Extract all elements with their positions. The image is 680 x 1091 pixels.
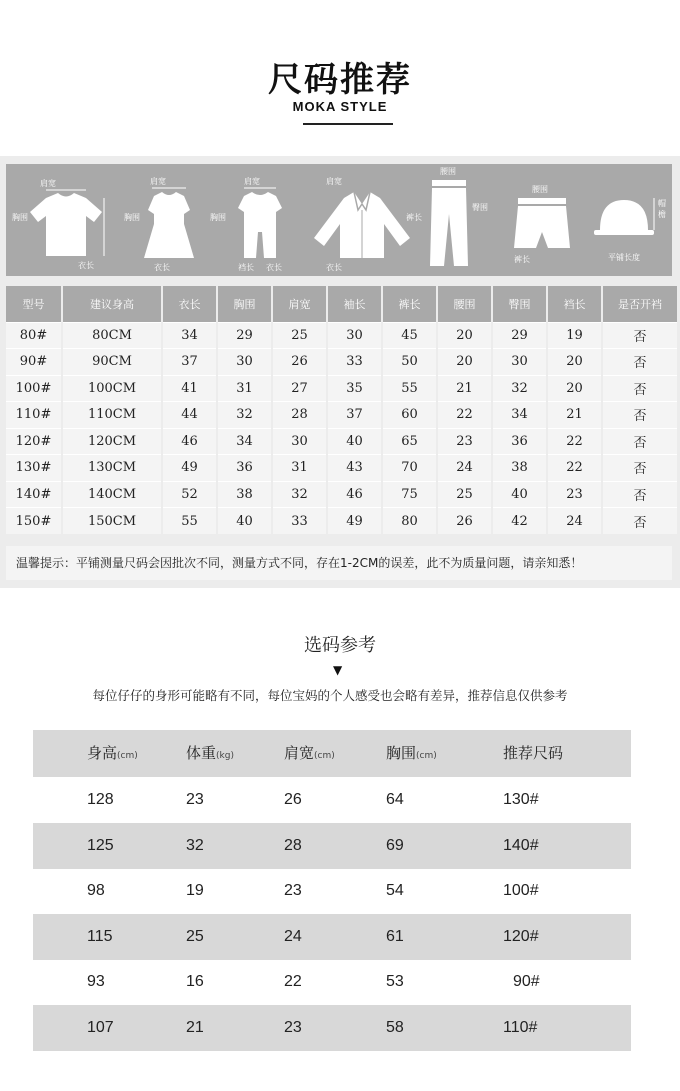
recommend-cell: 107 — [87, 1018, 114, 1036]
rec-header-shoulder: 肩宽(cm) — [284, 744, 335, 762]
pants-diagram — [406, 166, 486, 272]
size-cell: 100# — [6, 375, 62, 402]
recommend-cell: 125 — [87, 836, 114, 854]
rec-header-chest: 胸围(cm) — [386, 744, 437, 762]
size-cell: 100CM — [62, 375, 162, 402]
page-title: 尺码推荐 — [268, 60, 412, 100]
size-cell: 55 — [162, 508, 217, 535]
size-cell: 32 — [272, 481, 327, 508]
down-arrow-icon: ▼ — [333, 663, 343, 677]
label-shoulder: 肩宽 — [40, 179, 56, 188]
size-cell: 90# — [6, 349, 62, 376]
size-cell: 80CM — [62, 322, 162, 349]
size-table-header — [6, 286, 677, 322]
recommend-cell: 98 — [87, 882, 105, 899]
size-cell: 40 — [492, 481, 547, 508]
recommend-cell: 130# — [503, 791, 539, 808]
header-crotch: 裆长 — [547, 286, 602, 322]
size-cell: 60 — [382, 402, 437, 429]
recommend-cell: 115 — [87, 927, 113, 945]
size-cell: 37 — [327, 402, 382, 429]
size-cell: 32 — [217, 402, 272, 429]
size-cell: 30 — [492, 349, 547, 376]
size-cell: 22 — [547, 428, 602, 455]
size-table-row — [6, 455, 677, 482]
size-cell: 否 — [602, 481, 677, 508]
size-cell: 55 — [382, 375, 437, 402]
recommend-cell: 21 — [186, 1018, 204, 1036]
size-cell: 35 — [327, 375, 382, 402]
size-cell: 36 — [217, 455, 272, 482]
recommend-cell: 120# — [503, 927, 539, 945]
size-table-row — [6, 322, 677, 349]
romper-diagram — [210, 176, 306, 272]
recommend-cell: 54 — [386, 882, 404, 899]
size-table-row — [6, 402, 677, 429]
header-open-crotch: 是否开裆 — [602, 286, 677, 322]
size-cell: 20 — [437, 349, 492, 376]
size-cell: 43 — [327, 455, 382, 482]
header-shoulder: 肩宽 — [272, 286, 327, 322]
label-waist: 腰围 — [532, 185, 548, 194]
measurement-tip: 温馨提示：平铺测量尺码会因批次不同，测量方式不同，存在1-2CM的误差，此不为质量问题，请亲知悉！ — [6, 546, 672, 580]
recommend-cell: 64 — [386, 791, 404, 808]
recommend-cell: 69 — [386, 836, 404, 854]
label-crotch: 裆长 — [238, 263, 254, 272]
size-cell: 45 — [382, 322, 437, 349]
title-underline — [303, 123, 393, 125]
label-shoulder: 肩宽 — [150, 177, 166, 186]
size-cell: 20 — [547, 349, 602, 376]
label-shoulder: 肩宽 — [326, 177, 342, 186]
recommend-row — [33, 1005, 631, 1051]
size-cell: 32 — [492, 375, 547, 402]
size-cell: 31 — [272, 455, 327, 482]
rec-header-height: 身高(cm) — [87, 744, 138, 762]
size-cell: 22 — [437, 402, 492, 429]
recommend-cell: 26 — [284, 791, 302, 808]
size-cell: 20 — [437, 322, 492, 349]
size-cell: 70 — [382, 455, 437, 482]
size-cell: 36 — [492, 428, 547, 455]
jacket-icon — [302, 176, 422, 266]
size-cell: 130CM — [62, 455, 162, 482]
label-length: 衣长 — [78, 261, 94, 270]
size-cell: 41 — [162, 375, 217, 402]
label-length: 衣长 — [154, 263, 170, 272]
recommend-row — [33, 868, 631, 914]
size-table-row — [6, 375, 677, 402]
size-cell: 否 — [602, 428, 677, 455]
size-cell: 38 — [492, 455, 547, 482]
size-cell: 40 — [327, 428, 382, 455]
size-cell: 30 — [327, 322, 382, 349]
header-height: 建议身高 — [62, 286, 162, 322]
recommend-cell: 61 — [386, 927, 404, 945]
recommend-cell: 90# — [513, 973, 540, 990]
recommend-cell: 24 — [284, 927, 302, 945]
recommend-cell: 23 — [284, 1018, 302, 1036]
size-cell: 37 — [162, 349, 217, 376]
size-cell: 21 — [437, 375, 492, 402]
recommend-cell: 25 — [186, 927, 204, 945]
size-chart-section — [0, 156, 680, 588]
label-length: 衣长 — [326, 263, 342, 272]
size-cell: 30 — [272, 428, 327, 455]
size-cell: 75 — [382, 481, 437, 508]
size-cell: 40 — [217, 508, 272, 535]
garment-diagram-band — [6, 164, 672, 276]
size-cell: 34 — [492, 402, 547, 429]
label-chest: 胸围 — [12, 213, 28, 222]
brand-subtitle: MOKA STYLE — [292, 99, 388, 114]
header-chest: 胸围 — [217, 286, 272, 322]
size-cell: 29 — [217, 322, 272, 349]
recommend-cell: 58 — [386, 1018, 404, 1036]
size-cell: 23 — [437, 428, 492, 455]
dress-diagram — [124, 176, 214, 272]
recommend-row — [33, 959, 631, 1005]
recommend-cell: 53 — [386, 973, 404, 990]
size-cell: 46 — [162, 428, 217, 455]
size-cell: 49 — [327, 508, 382, 535]
size-cell: 150# — [6, 508, 62, 535]
size-cell: 否 — [602, 349, 677, 376]
label-shoulder: 肩宽 — [244, 177, 260, 186]
recommend-cell: 22 — [284, 973, 302, 990]
hat-diagram — [586, 186, 670, 272]
recommend-cell: 16 — [186, 973, 204, 990]
size-cell: 25 — [437, 481, 492, 508]
size-cell: 33 — [272, 508, 327, 535]
recommend-row — [33, 823, 631, 869]
tshirt-diagram — [12, 176, 116, 270]
rec-header-size: 推荐尺码 — [503, 744, 564, 762]
recommend-cell: 28 — [284, 836, 302, 854]
label-waist: 腰围 — [440, 167, 456, 176]
size-cell: 26 — [272, 349, 327, 376]
size-cell: 120CM — [62, 428, 162, 455]
size-cell: 140CM — [62, 481, 162, 508]
recommend-cell: 19 — [186, 882, 204, 899]
recommend-cell: 23 — [186, 791, 204, 808]
header-waist: 腰围 — [437, 286, 492, 322]
size-cell: 110# — [6, 402, 62, 429]
size-cell: 否 — [602, 508, 677, 535]
size-cell: 29 — [492, 322, 547, 349]
shorts-diagram — [502, 176, 582, 272]
size-table-row — [6, 508, 677, 535]
header-length: 衣长 — [162, 286, 217, 322]
recommend-cell: 32 — [186, 836, 204, 854]
size-cell: 90CM — [62, 349, 162, 376]
size-cell: 31 — [217, 375, 272, 402]
recommend-cell: 100# — [503, 882, 539, 899]
label-chest: 胸围 — [124, 213, 140, 222]
size-cell: 26 — [437, 508, 492, 535]
size-cell: 27 — [272, 375, 327, 402]
recommend-cell: 93 — [87, 973, 105, 990]
size-table — [6, 286, 672, 534]
size-table-row — [6, 481, 677, 508]
size-cell: 28 — [272, 402, 327, 429]
size-cell: 49 — [162, 455, 217, 482]
header-hip: 臀围 — [492, 286, 547, 322]
header-size: 型号 — [6, 286, 62, 322]
size-table-row — [6, 428, 677, 455]
size-cell: 38 — [217, 481, 272, 508]
label-flat-length: 平铺长度 — [608, 253, 640, 262]
jacket-diagram — [302, 176, 422, 272]
header-sleeve: 袖长 — [327, 286, 382, 322]
size-cell: 否 — [602, 455, 677, 482]
label-chest: 胸围 — [210, 213, 226, 222]
size-cell: 24 — [437, 455, 492, 482]
size-cell: 130# — [6, 455, 62, 482]
size-cell: 140# — [6, 481, 62, 508]
label-pants-length: 裤长 — [406, 213, 422, 222]
recommend-row — [33, 914, 631, 960]
label-pants-length: 裤长 — [514, 255, 530, 264]
size-cell: 50 — [382, 349, 437, 376]
tshirt-icon — [16, 176, 116, 266]
hat-icon — [586, 186, 670, 256]
size-cell: 34 — [162, 322, 217, 349]
header-pants-length: 裤长 — [382, 286, 437, 322]
page-header — [0, 0, 680, 150]
size-cell: 19 — [547, 322, 602, 349]
size-cell: 80 — [382, 508, 437, 535]
size-cell: 80# — [6, 322, 62, 349]
recommend-cell: 23 — [284, 882, 302, 899]
recommend-cell: 110# — [503, 1018, 538, 1036]
romper-icon — [216, 176, 306, 266]
size-cell: 20 — [547, 375, 602, 402]
label-brim: 帽檐 — [658, 199, 666, 219]
size-cell: 否 — [602, 402, 677, 429]
size-cell: 110CM — [62, 402, 162, 429]
recommend-title: 选码参考 — [304, 635, 376, 656]
label-length: 衣长 — [266, 263, 282, 272]
size-cell: 65 — [382, 428, 437, 455]
size-cell: 21 — [547, 402, 602, 429]
recommend-cell: 128 — [87, 791, 114, 808]
size-cell: 120# — [6, 428, 62, 455]
size-cell: 44 — [162, 402, 217, 429]
recommend-table-header — [33, 730, 631, 777]
recommend-cell: 140# — [503, 836, 539, 854]
size-cell: 42 — [492, 508, 547, 535]
size-cell: 33 — [327, 349, 382, 376]
label-hip: 臀围 — [472, 203, 488, 212]
rec-header-weight: 体重(kg) — [186, 744, 234, 762]
recommend-description: 每位仔仔的身形可能略有不同，每位宝妈的个人感受也会略有差异，推荐信息仅供参考 — [92, 688, 568, 703]
size-cell: 52 — [162, 481, 217, 508]
size-cell: 34 — [217, 428, 272, 455]
size-cell: 24 — [547, 508, 602, 535]
size-cell: 22 — [547, 455, 602, 482]
size-cell: 23 — [547, 481, 602, 508]
size-cell: 25 — [272, 322, 327, 349]
size-cell: 150CM — [62, 508, 162, 535]
size-cell: 否 — [602, 322, 677, 349]
size-cell: 30 — [217, 349, 272, 376]
size-cell: 46 — [327, 481, 382, 508]
size-table-row — [6, 349, 677, 376]
size-cell: 否 — [602, 375, 677, 402]
recommend-row — [33, 777, 631, 823]
